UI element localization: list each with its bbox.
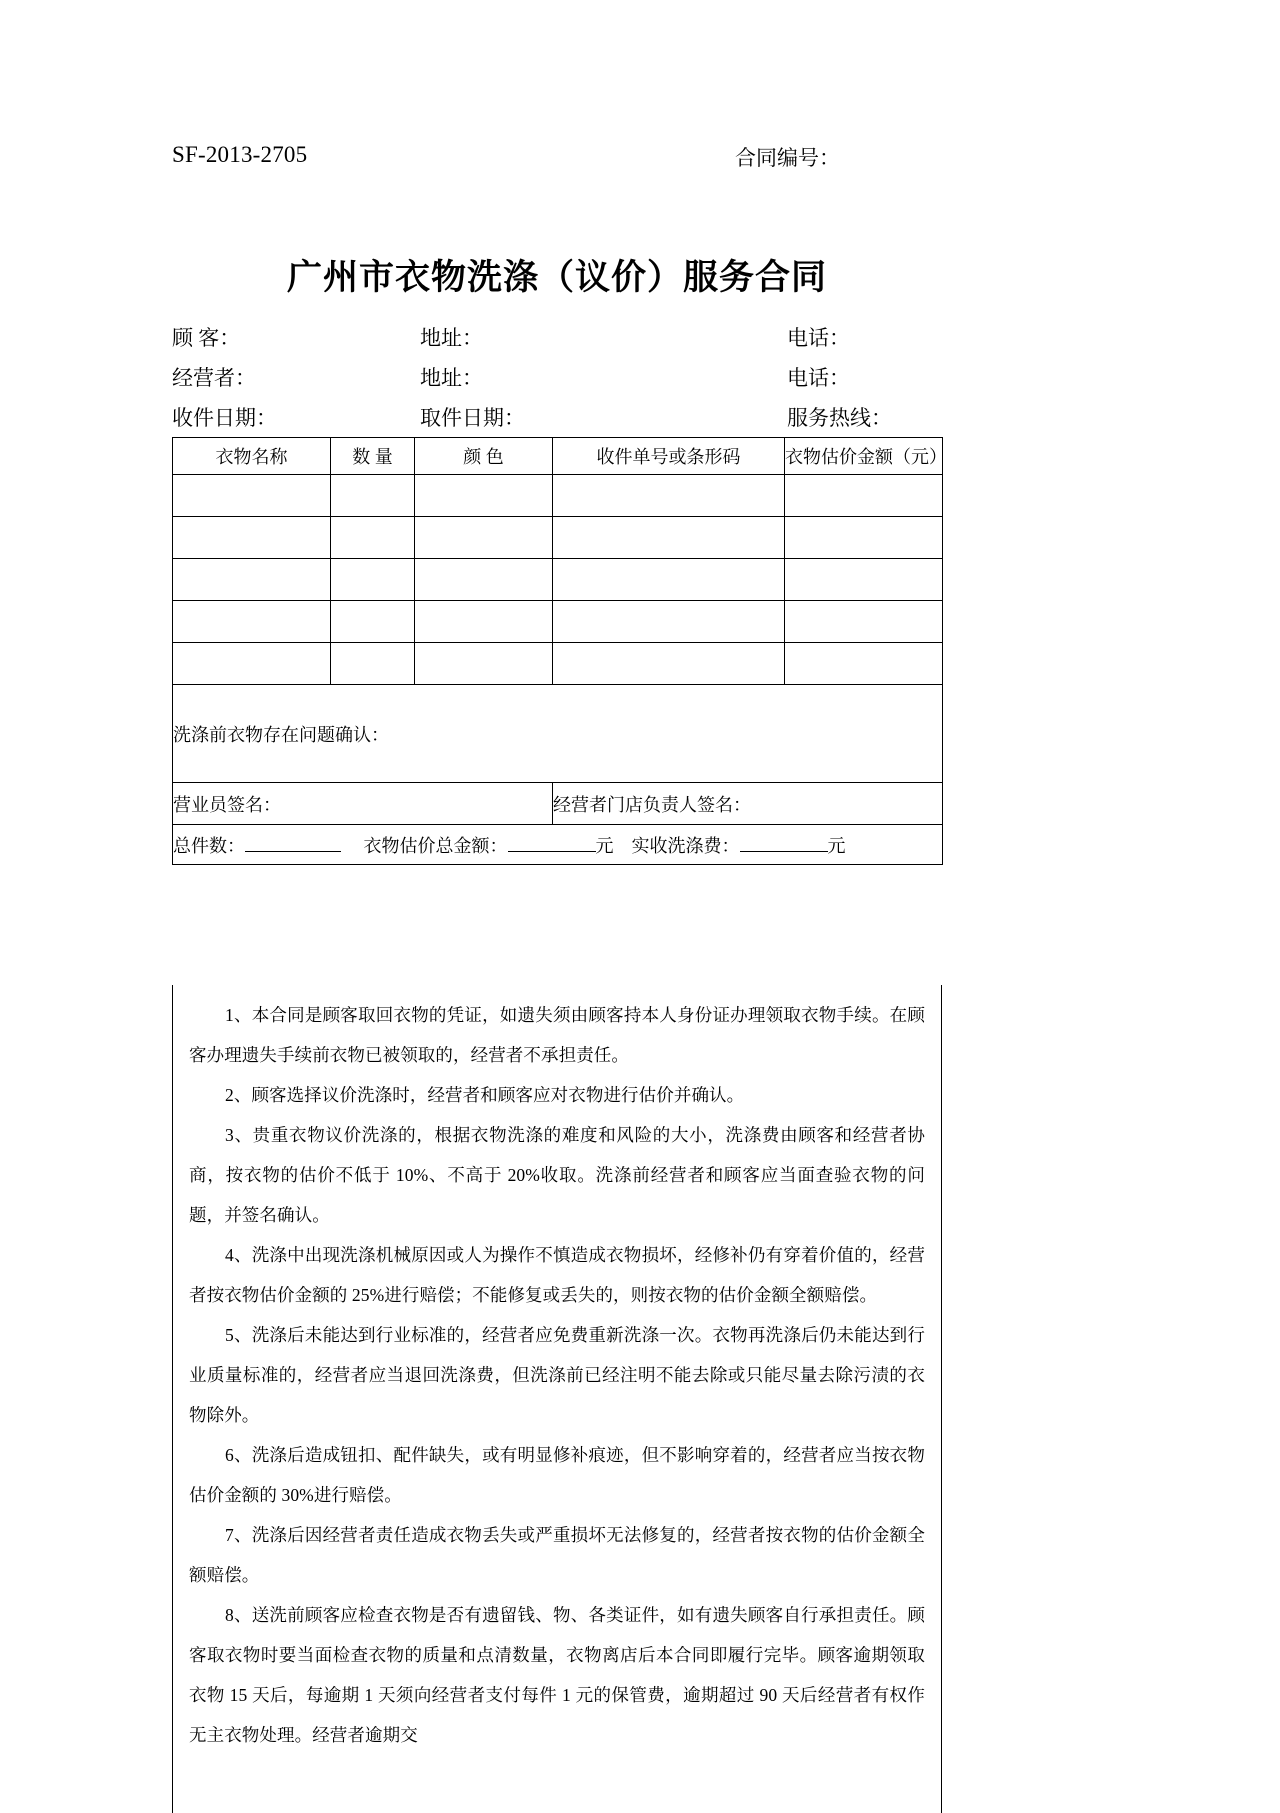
service-hotline-label: 服务热线： (787, 406, 892, 430)
total-estimate-blank[interactable] (508, 837, 596, 852)
total-estimate-unit: 元 (595, 835, 614, 856)
cell-receipt-number[interactable] (553, 601, 785, 643)
term-item-3: 3、贵重衣物议价洗涤的，根据衣物洗涤的难度和风险的大小，洗涤费由顾客和经营者协商，按衣物的估价不低于 10%、不高于 20%收取。洗涤前经营者和顾客应当面查验衣物的问题，并签名确认。 (189, 1125, 925, 1225)
cell-estimated-value[interactable] (785, 475, 943, 517)
cell-estimated-value[interactable] (785, 517, 943, 559)
table-row[interactable] (173, 559, 943, 601)
cell-garment-name[interactable] (173, 517, 331, 559)
cell-color[interactable] (415, 517, 553, 559)
term-item-4: 4、洗涤中出现洗涤机械原因或人为操作不慎造成衣物损坏，经修补仍有穿着价值的，经营者按衣物估价金额的 25%进行赔偿；不能修复或丢失的，则按衣物的估价金额全额赔偿。 (189, 1245, 925, 1305)
cell-garment-name[interactable] (173, 475, 331, 517)
receive-date-label: 收件日期： (172, 406, 277, 430)
document-header (172, 142, 942, 176)
totals-cell[interactable] (173, 825, 943, 865)
received-fee-blank[interactable] (740, 837, 828, 852)
cell-garment-name[interactable] (173, 559, 331, 601)
cell-quantity[interactable] (331, 559, 415, 601)
cell-estimated-value[interactable] (785, 601, 943, 643)
signature-row[interactable] (173, 783, 943, 825)
cell-color[interactable] (415, 475, 553, 517)
total-count-blank[interactable] (245, 837, 341, 852)
page-title: 广州市衣物洗涤（议价）服务合同 (286, 258, 827, 297)
term-item-7: 7、洗涤后因经营者责任造成衣物丢失或严重损坏无法修复的，经营者按衣物的估价金额全额赔偿。 (189, 1525, 925, 1585)
cell-quantity[interactable] (331, 475, 415, 517)
pre-wash-issue-row[interactable] (173, 685, 943, 783)
cell-quantity[interactable] (331, 643, 415, 685)
pre-wash-issue-label[interactable]: 洗涤前衣物存在问题确认： (173, 685, 943, 783)
total-estimate-label: 衣物估价总金额： (363, 835, 508, 856)
cell-garment-name[interactable] (173, 601, 331, 643)
term-item-8: 8、送洗前顾客应检查衣物是否有遗留钱、物、各类证件，如有遗失顾客自行承担责任。顾客取衣物时要当面检查衣物的质量和点清数量，衣物离店后本合同即履行完毕。顾客逾期领取衣物 15 天后，每逾期 1 天须向经营者支付每件 1 元的保管费，逾期超过 90 天后经营者有权作无主衣物处理。经营者逾期交 (189, 1605, 925, 1745)
term-item-6: 6、洗涤后造成钮扣、配件缺失，或有明显修补痕迹，但不影响穿着的，经营者应当按衣物估价金额的 30%进行赔偿。 (189, 1445, 925, 1505)
header-quantity: 数 量 (331, 438, 415, 475)
field-row-dates (172, 398, 942, 438)
operator-address-label: 地址： (420, 366, 483, 390)
contract-number-label: 合同编号： (735, 146, 840, 170)
header-receipt-number: 收件单号或条形码 (553, 438, 785, 475)
table-row[interactable] (173, 475, 943, 517)
cell-color[interactable] (415, 601, 553, 643)
customer-phone-label: 电话： (787, 326, 850, 350)
manager-signature-label[interactable]: 经营者门店负责人签名： (553, 783, 943, 825)
term-item-2: 2、顾客选择议价洗涤时，经营者和顾客应对衣物进行估价并确认。 (225, 1085, 745, 1105)
table-row[interactable] (173, 643, 943, 685)
table-header-row (173, 438, 943, 475)
document-code: SF-2013-2705 (172, 142, 308, 167)
garment-table (172, 437, 947, 865)
cell-receipt-number[interactable] (553, 643, 785, 685)
term-item-1: 1、本合同是顾客取回衣物的凭证，如遗失须由顾客持本人身份证办理领取衣物手续。在顾客办理遗失手续前衣物已被领取的，经营者不承担责任。 (189, 1005, 925, 1065)
received-fee-label: 实收洗涤费： (631, 835, 740, 856)
cell-estimated-value[interactable] (785, 559, 943, 601)
operator-phone-label: 电话： (787, 366, 850, 390)
terms-section (172, 985, 942, 1813)
cell-quantity[interactable] (331, 601, 415, 643)
cell-garment-name[interactable] (173, 643, 331, 685)
cell-quantity[interactable] (331, 517, 415, 559)
received-fee-unit: 元 (827, 835, 846, 856)
cell-receipt-number[interactable] (553, 517, 785, 559)
field-row-operator (172, 358, 942, 398)
table-row[interactable] (173, 517, 943, 559)
cell-receipt-number[interactable] (553, 475, 785, 517)
pickup-date-label: 取件日期： (420, 406, 525, 430)
table-row[interactable] (173, 601, 943, 643)
cell-color[interactable] (415, 559, 553, 601)
term-item-5: 5、洗涤后未能达到行业标准的，经营者应免费重新洗涤一次。衣物再洗涤后仍未能达到行业质量标准的，经营者应当退回洗涤费，但洗涤前已经注明不能去除或只能尽量去除污渍的衣物除外。 (189, 1325, 925, 1425)
header-estimated-value: 衣物估价金额（元） (785, 438, 943, 475)
operator-label: 经营者： (172, 366, 256, 390)
cell-estimated-value[interactable] (785, 643, 943, 685)
total-count-label: 总件数： (173, 835, 245, 856)
header-color: 颜 色 (415, 438, 553, 475)
cell-color[interactable] (415, 643, 553, 685)
clerk-signature-label[interactable]: 营业员签名： (173, 783, 553, 825)
header-garment-name: 衣物名称 (173, 438, 331, 475)
totals-row[interactable] (173, 825, 943, 865)
party-fields (172, 318, 942, 438)
customer-label: 顾 客： (172, 326, 241, 350)
cell-receipt-number[interactable] (553, 559, 785, 601)
customer-address-label: 地址： (420, 326, 483, 350)
field-row-customer (172, 318, 942, 358)
